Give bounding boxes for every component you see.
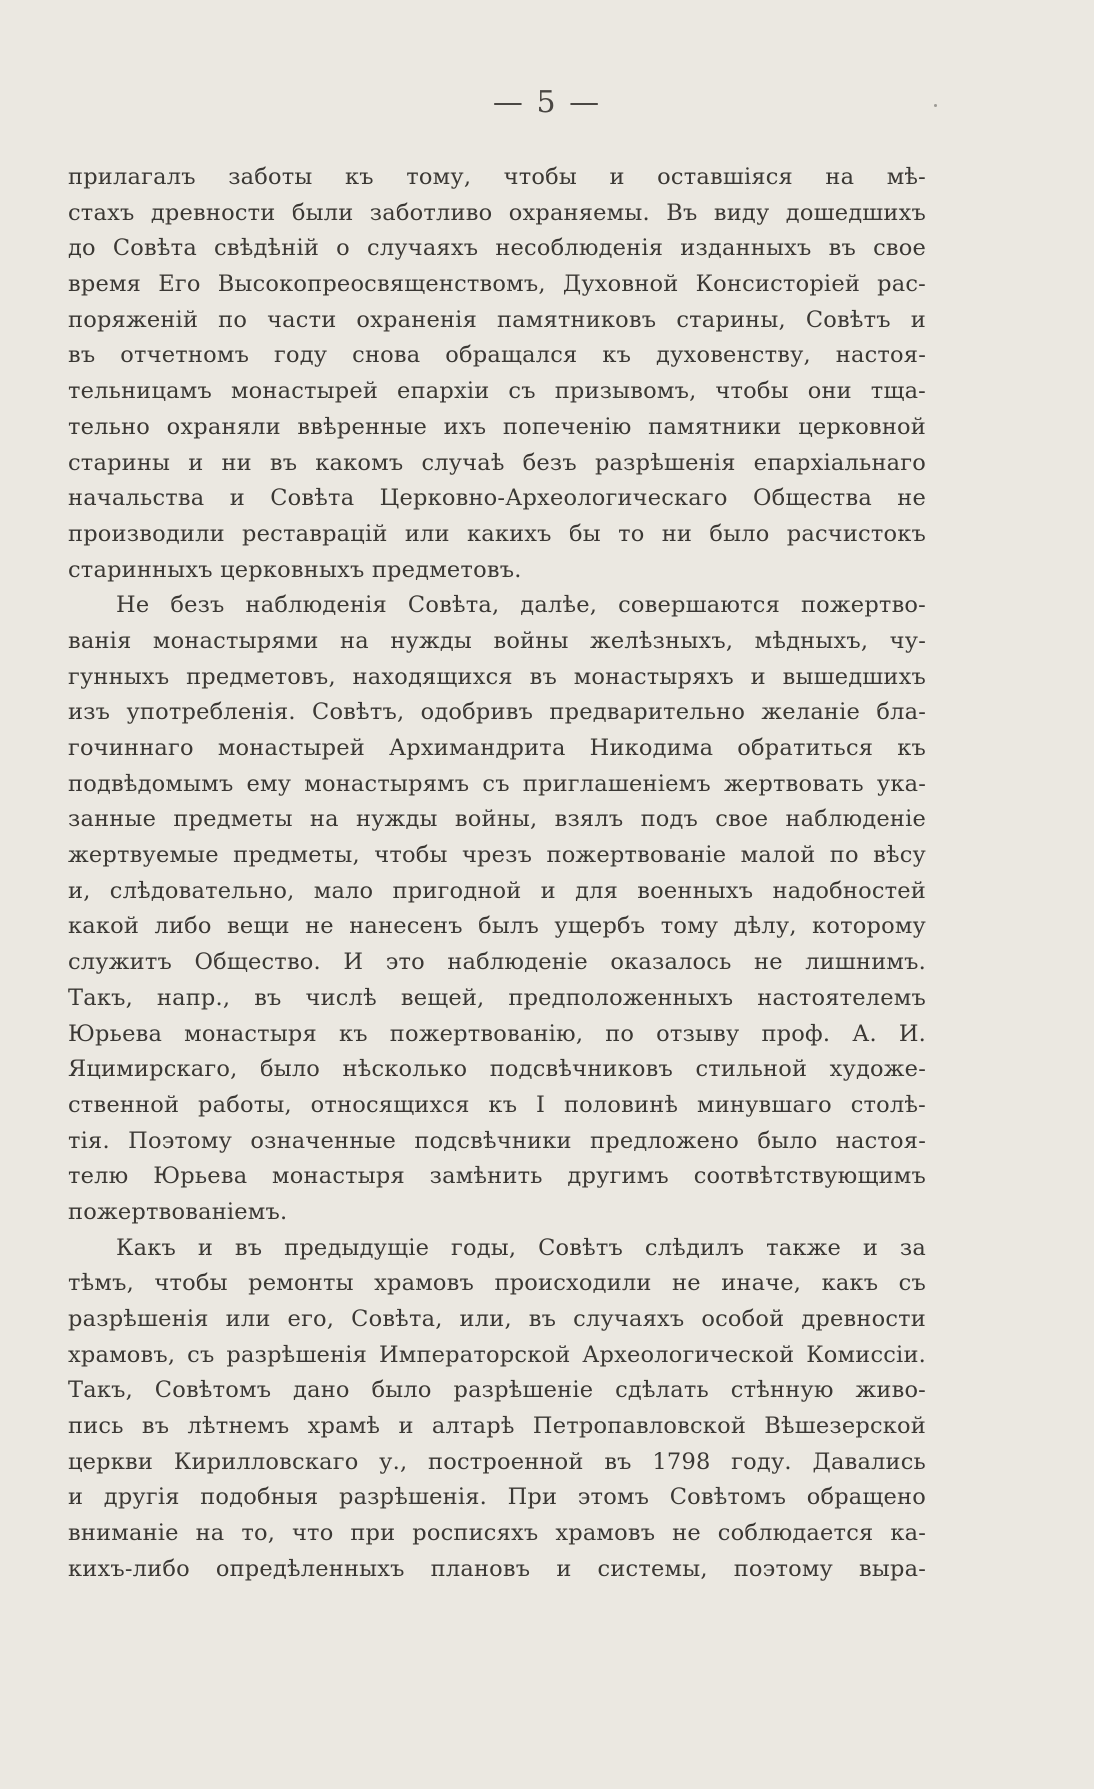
text-line: подвѣдомымъ ему монастырямъ съ приглашеніемъ жертвовать ука- bbox=[68, 770, 926, 797]
text-line: занные предметы на нужды войны, взялъ подъ свое наблюденіе bbox=[68, 806, 926, 833]
text-line: церкви Кирилловскаго у., построенной въ 1798 году. Давались bbox=[68, 1448, 926, 1475]
text-line: въ отчетномъ году снова обращался къ духовенству, настоя- bbox=[68, 342, 926, 369]
text-line: Такъ, Совѣтомъ дано было разрѣшеніе сдѣлать стѣнную живо- bbox=[68, 1377, 926, 1404]
text-line: гунныхъ предметовъ, находящихся въ монастыряхъ и вышедшихъ bbox=[68, 663, 926, 690]
text-line: тія. Поэтому означенные подсвѣчники предложено было настоя- bbox=[68, 1127, 926, 1154]
text-line: кихъ-либо опредѣленныхъ плановъ и системы, поэтому выра- bbox=[68, 1555, 926, 1582]
text-line: до Совѣта свѣдѣній о случаяхъ несоблюденія изданныхъ въ свое bbox=[68, 235, 926, 262]
text-line: старины и ни въ какомъ случаѣ безъ разрѣшенія епархіальнаго bbox=[68, 449, 926, 476]
text-line: тельно охраняли ввѣренные ихъ попеченію памятники церковной bbox=[68, 413, 926, 440]
text-line: вниманіе на то, что при росписяхъ храмовъ не соблюдается ка- bbox=[68, 1520, 926, 1547]
text-line: пожертвованіемъ. bbox=[68, 1198, 288, 1225]
paragraph-start: Не безъ наблюденія Совѣта, далѣе, совершаются пожертво- bbox=[116, 592, 926, 619]
text-line: гочиннаго монастырей Архимандрита Никодима обратиться къ bbox=[68, 735, 926, 761]
text-line: ванія монастырями на нужды войны желѣзныхъ, мѣдныхъ, чу- bbox=[68, 627, 926, 654]
paragraph-start: Какъ и въ предыдущіе годы, Совѣтъ слѣдилъ также и за bbox=[116, 1234, 926, 1261]
text-line: и другія подобныя разрѣшенія. При этомъ Совѣтомъ обращено bbox=[68, 1484, 926, 1511]
text-line: изъ употребленія. Совѣтъ, одобривъ предварительно желаніе бла- bbox=[68, 699, 926, 726]
text-line: разрѣшенія или его, Совѣта, или, въ случаяхъ особой древности bbox=[68, 1306, 926, 1332]
text-line: старинныхъ церковныхъ предметовъ. bbox=[68, 556, 522, 583]
text-line: жертвуемые предметы, чтобы чрезъ пожертвованіе малой по вѣсу bbox=[68, 842, 926, 869]
text-line: поряженій по части охраненія памятниковъ старины, Совѣтъ и bbox=[68, 306, 926, 333]
body-text bbox=[68, 160, 926, 1588]
text-line: стахъ древности были заботливо охраняемы. Въ виду дошедшихъ bbox=[68, 199, 926, 226]
text-line: ственной работы, относящихся къ I половинѣ минувшаго столѣ- bbox=[68, 1091, 926, 1118]
text-line: и, слѣдовательно, мало пригодной и для военныхъ надобностей bbox=[68, 877, 926, 904]
text-line: какой либо вещи не нанесенъ былъ ущербъ тому дѣлу, которому bbox=[68, 913, 926, 940]
text-line: начальства и Совѣта Церковно-Археологическаго Общества не bbox=[68, 485, 926, 512]
text-line: прилагалъ заботы къ тому, чтобы и оставшіяся на мѣ- bbox=[68, 164, 926, 190]
ink-speck bbox=[934, 104, 937, 107]
text-line: телю Юрьева монастыря замѣнить другимъ соотвѣтствующимъ bbox=[68, 1163, 926, 1190]
text-line: Такъ, напр., въ числѣ вещей, предположенныхъ настоятелемъ bbox=[68, 984, 926, 1011]
text-line: тельницамъ монастырей епархіи съ призывомъ, чтобы они тща- bbox=[68, 378, 926, 405]
text-line: время Его Высокопреосвященствомъ, Духовной Консисторіей рас- bbox=[68, 271, 926, 298]
text-line: служитъ Общество. И это наблюденіе оказалось не лишнимъ. bbox=[68, 949, 926, 976]
text-line: храмовъ, съ разрѣшенія Императорской Археологической Комиссіи. bbox=[68, 1341, 926, 1368]
page-number: — 5 — bbox=[492, 85, 602, 120]
text-line: производили реставрацій или какихъ бы то ни было расчистокъ bbox=[68, 520, 926, 547]
text-line: пись въ лѣтнемъ храмѣ и алтарѣ Петропавловской Вѣшезерской bbox=[68, 1413, 926, 1440]
text-line: Юрьева монастыря къ пожертвованію, по отзыву проф. А. И. bbox=[68, 1020, 926, 1047]
text-line: тѣмъ, чтобы ремонты храмовъ происходили не иначе, какъ съ bbox=[68, 1270, 926, 1297]
text-line: Яцимирскаго, было нѣсколько подсвѣчниковъ стильной художе- bbox=[68, 1056, 926, 1083]
